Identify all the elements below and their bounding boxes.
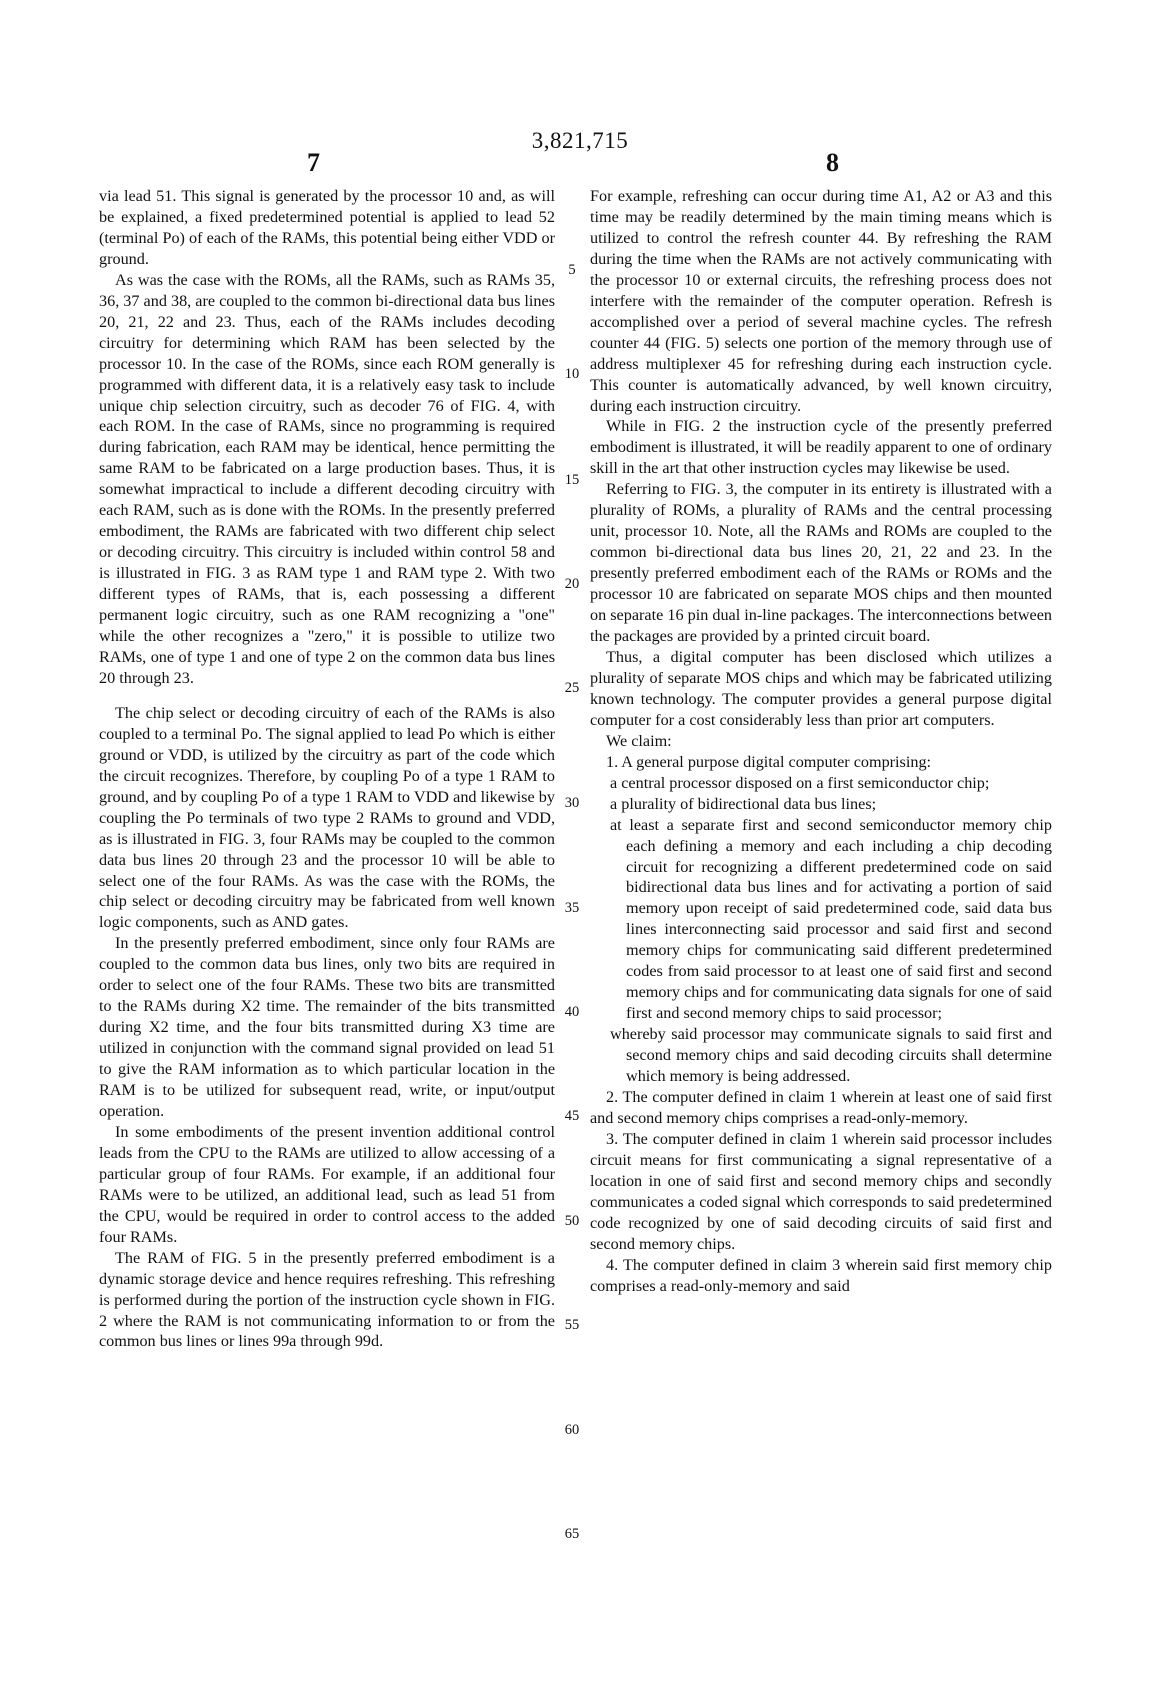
line-number: 30: [564, 795, 580, 811]
line-number: 65: [564, 1526, 580, 1542]
left-paragraph: As was the case with the ROMs, all the RAMs, such as RAMs 35, 36, 37 and 38, are coupled to the common bi-directional data bus lines 20, 21, 22 and 23. Thus, each of the RAMs includes decoding circuitry for determining which RAM has been selected by the processor 10. In the case of the ROMs, since each ROM generally is programmed with different data, it is a relatively easy task to include unique chip selection circuitry, such as decoder 76 of FIG. 4, with each ROM. In the case of RAMs, since no programming is required during fabrication, each RAM may be identical, hence permitting the same RAM to be fabricated on a large production bases. Thus, it is somewhat impractical to include a different decoding circuitry with each RAM, such as is done with the ROMs. In the presently preferred embodiment, the RAMs are fabricated with two different chip select or decoding circuitry. This circuitry is included within control 58 and is illustrated in FIG. 3 as RAM type 1 and RAM type 2. With two different types of RAMs, that is, each possessing a different permanent logic circuitry, such as one RAM recognizing a "one" while the other recognizes a "zero," it is possible to utilize two RAMs, one of type 1 and one of type 2 on the common data bus lines 20 through 23.: [99, 270, 555, 687]
claim-1-element: at least a separate first and second semiconductor memory chip each defining a memory and each including a chip decoding circuit for recognizing a different predetermined code on said bidirectional data bus lines and for activating a portion of said memory upon receipt of said predetermined code, said data bus lines interconnecting said processor and said first and second memory chips for communicating said different predetermined codes from said processor to at least one of said first and second memory chips and for communicating data signals for one of said first and second memory chips to said processor;: [610, 815, 1052, 1023]
right-paragraph: While in FIG. 2 the instruction cycle of the presently preferred embodiment is illustrated, it will be readily apparent to one of ordinary skill in the art that other instruction cycles may likewise be used.: [590, 417, 1052, 478]
claim-1-element: a central processor disposed on a first semiconductor chip;: [610, 773, 990, 792]
line-number: 45: [564, 1108, 580, 1124]
line-number: 40: [564, 1004, 580, 1020]
patent-number: 3,821,715: [531, 128, 629, 153]
line-number: 60: [564, 1422, 580, 1438]
left-column: [99, 186, 555, 1352]
claim-1-element: a plurality of bidirectional data bus lines;: [610, 794, 877, 813]
right-paragraph: Thus, a digital computer has been disclosed which utilizes a plurality of separate MOS chips and which may be fabricated utilizing known technology. The computer provides a general purpose digital computer for a cost considerably less than prior art computers.: [590, 647, 1052, 729]
line-number: 35: [564, 900, 580, 916]
right-column: [590, 186, 1052, 1297]
left-paragraph: In the presently preferred embodiment, since only four RAMs are coupled to the common data bus lines, only two bits are required in order to select one of the four RAMs. These two bits are transmitted to the RAMs during X2 time. The remainder of the bits transmitted during X2 time, and the four bits transmitted during X3 time are utilized in conjunction with the command signal provided on lead 51 to give the RAM information as to which particular location in the RAM is to be utilized for subsequent read, write, or input/output operation.: [99, 934, 555, 1120]
line-number: 20: [564, 576, 580, 592]
line-number: 10: [564, 366, 580, 382]
line-number: 50: [564, 1213, 580, 1229]
left-paragraph: The RAM of FIG. 5 in the presently preferred embodiment is a dynamic storage device and hence requires refreshing. This refreshing is performed during the portion of the instruction cycle shown in FIG. 2 where the RAM is not communicating information to or from the common bus lines or lines 99a through 99d.: [99, 1248, 555, 1351]
left-paragraph: In some embodiments of the present invention additional control leads from the CPU to the RAMs are utilized to allow accessing of a particular group of four RAMs. For example, if an additional four RAMs were to be utilized, an additional lead, such as lead 51 from the CPU, would be required in order to control access to the added four RAMs.: [99, 1122, 555, 1246]
claim-1-head: 1. A general purpose digital computer comprising:: [606, 752, 932, 771]
right-paragraph: Referring to FIG. 3, the computer in its entirety is illustrated with a plurality of ROMs, a plurality of RAMs and the central processing unit, processor 10. Note, all the RAMs and ROMs are coupled to the common bi-directional data bus lines 20, 21, 22 and 23. In the presently preferred embodiment each of the RAMs or ROMs and the processor 10 are fabricated on separate MOS chips and then mounted on separate 16 pin dual in-line packages. The interconnections between the packages are provided by a printed circuit board.: [590, 480, 1052, 646]
claim: 2. The computer defined in claim 1 wherein at least one of said first and second memory chips comprises a read-only-memory.: [590, 1087, 1052, 1127]
right-paragraph: For example, refreshing can occur during time A1, A2 or A3 and this time may be readily determined by the main timing means which is utilized to control the refresh counter 44. By refreshing the RAM during the time when the RAMs are not actively communicating with the processor 10 or external circuits, the refreshing process does not interfere with the remainder of the computer operation. Refresh is accomplished over a period of several machine cycles. The refresh counter 44 (FIG. 5) selects one portion of the memory through use of address multiplexer 45 for refreshing during each instruction cycle. This counter is automatically advanced, by well known circuitry, during each instruction circuitry.: [590, 187, 1052, 415]
line-number: 5: [568, 262, 576, 278]
left-paragraph: via lead 51. This signal is generated by the processor 10 and, as will be explained, a fixed predetermined potential is applied to lead 52 (terminal Po) of each of the RAMs, this potential being either VDD or ground.: [99, 187, 555, 268]
we-claim: We claim:: [606, 731, 672, 750]
claim: 3. The computer defined in claim 1 wherein said processor includes circuit means for first communicating a signal representative of a location in one of said first and second memory chips and secondly communicates a coded signal which corresponds to said predetermined code recognized by one of said decoding circuits of said first and second memory chips.: [590, 1129, 1052, 1253]
page-number-right: 8: [826, 148, 839, 177]
line-number: 15: [564, 472, 580, 488]
left-paragraph: The chip select or decoding circuitry of each of the RAMs is also coupled to a terminal Po. The signal applied to lead Po which is either ground or VDD, is utilized by the circuitry as part of the code which the circuit recognizes. Therefore, by coupling Po of a type 1 RAM to ground, and by coupling Po of a type 1 RAM to VDD and likewise by coupling the Po terminals of two type 2 RAMs to ground and VDD, as is illustrated in FIG. 3, four RAMs may be coupled to the common data bus lines 20 through 23 and the processor 10 will be able to select one of the four RAMs. As was the case with the ROMs, the chip select or decoding circuitry may be fabricated from well known logic components, such as AND gates.: [99, 703, 555, 932]
claim: 4. The computer defined in claim 3 wherein said first memory chip comprises a read-only-memory and said: [590, 1255, 1052, 1295]
page-number-left: 7: [307, 148, 320, 177]
line-number: 25: [564, 680, 580, 696]
line-number: 55: [564, 1317, 580, 1333]
claim-1-element: whereby said processor may communicate signals to said first and second memory chips and said decoding circuits shall determine which memory is being addressed.: [610, 1025, 1052, 1086]
